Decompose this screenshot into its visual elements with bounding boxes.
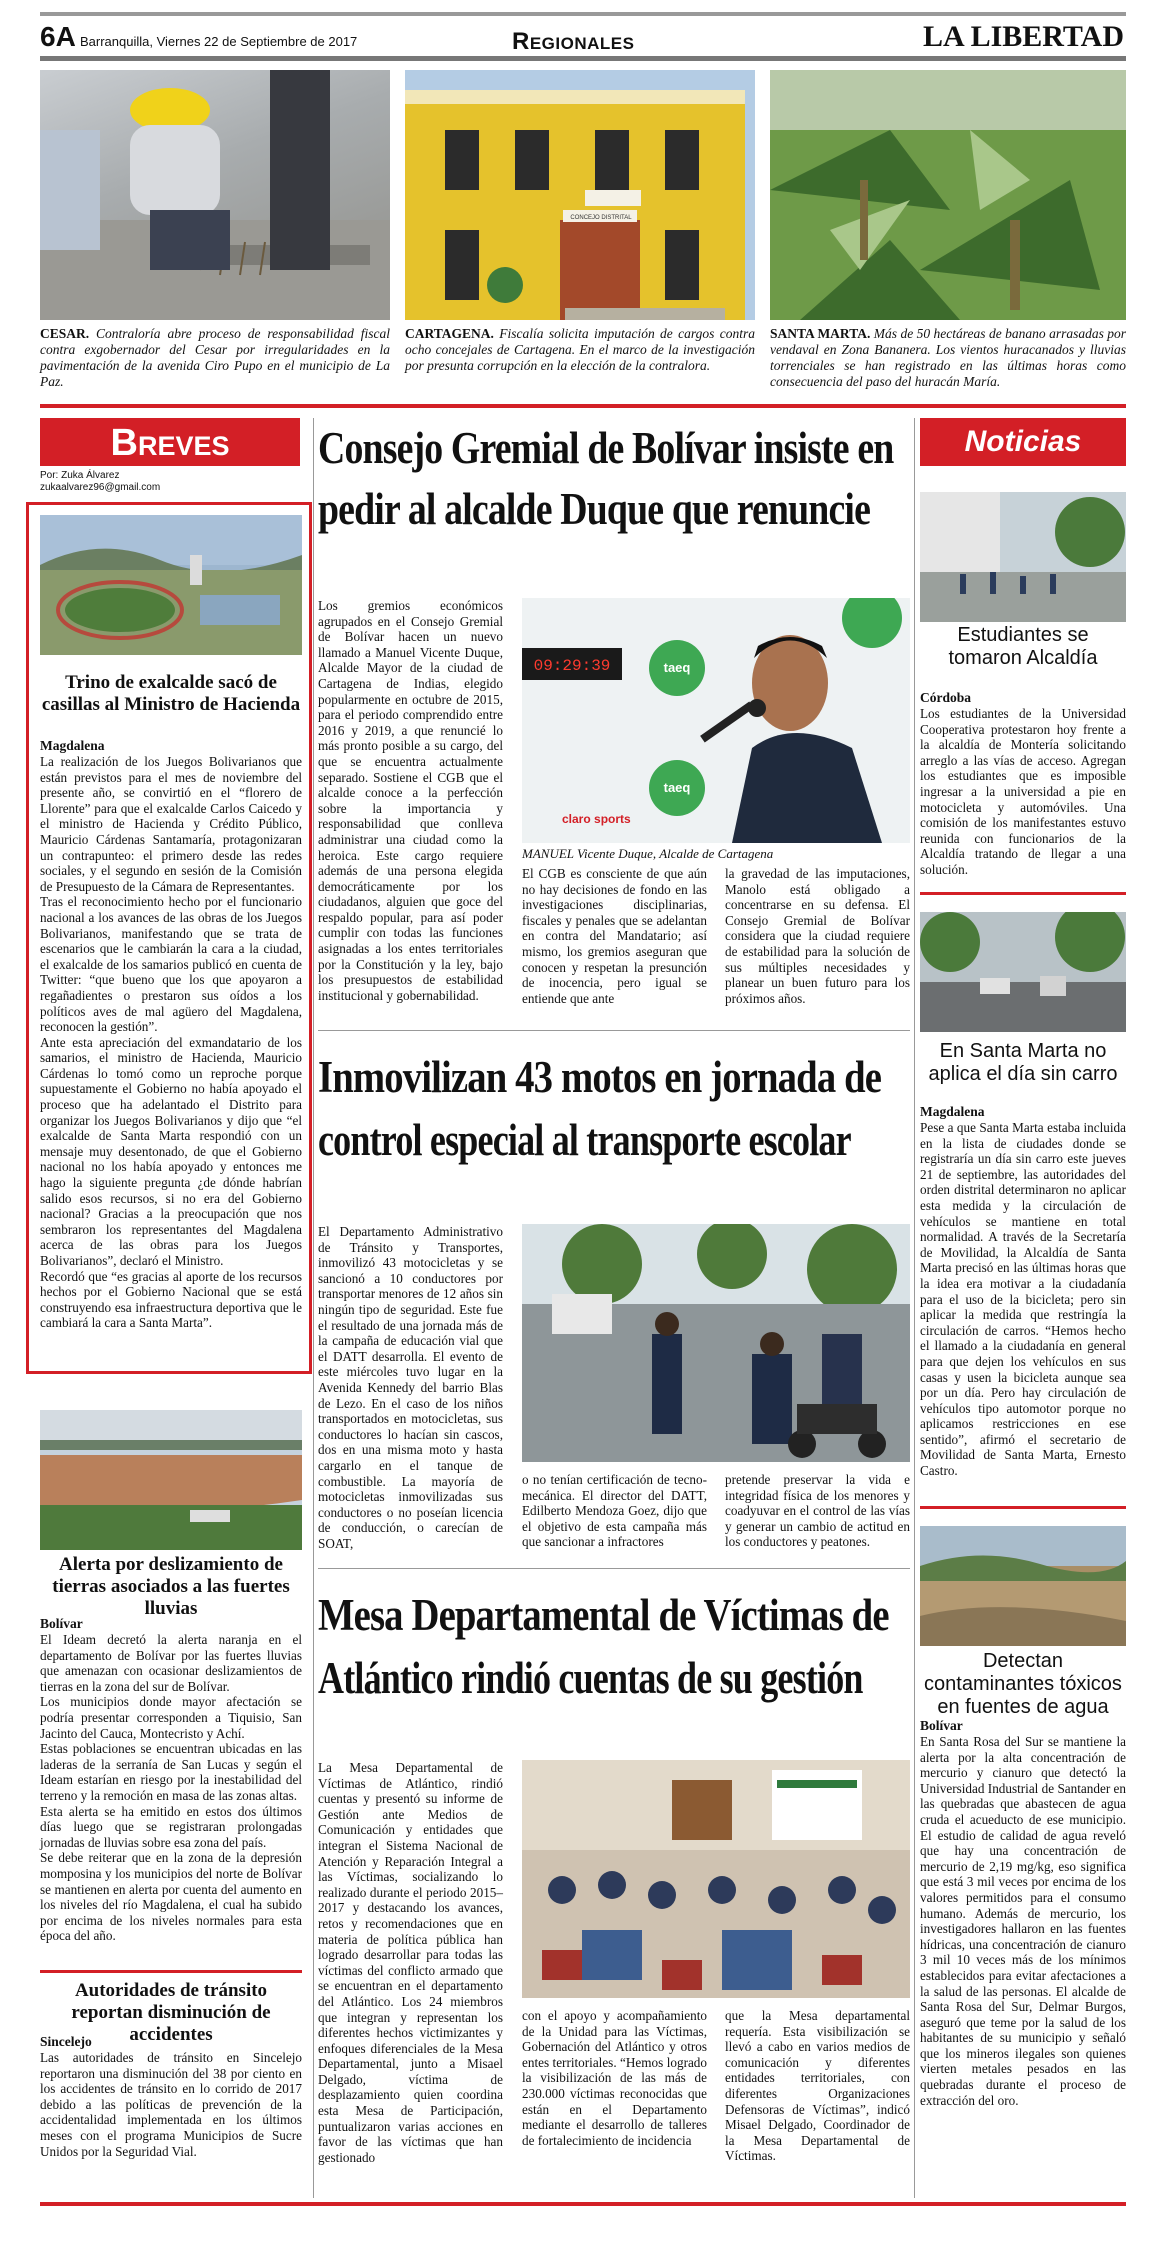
brief-text-2: El Ideam decretó la alerta naranja en el departamento de Bolívar por las fuertes lluvias que amenazan con ocasionar deslizamientos de tierras en la zona del sur de Bolívar. Los municipios donde mayor afectación se podría presentar corresponden a Tiquisio, San Jacinto del Cauca, Montecristo y Achí. Estas poblaciones se encuentran ubicadas en las laderas de la serranía de San Lucas y según el Ideam estarían en riesgo por la inestabilidad del terreno y la remoción en masa de las zonas altas. Esta alerta se ha emitido en estos dos últimos días luego que se registraran prolongadas jornadas de lluvias sobre esa zona del país. Se debe reiterar que en la zona de la depresión momposina y los municipios del norte de Bolívar se mantienen en alerta por cuenta del aumento en los niveles del río Magdalena, el cual ha subido por encima de los niveles normales para esta época del año. xyxy=(40,1632,302,1944)
breves-banner xyxy=(40,418,300,466)
photo-santa-marta xyxy=(770,70,1126,320)
caption-santa-marta: SANTA MARTA. Más de 50 hectáreas de banano arrasadas por vendaval en Zona Bananera. Los vientos huracanados y lluvias torrenciales se han registrado en las últimas horas como consecuencia del paso del huracán María. xyxy=(770,326,1127,389)
noticia-place-1: Córdoba xyxy=(920,690,972,705)
dateline: Barranquilla, Viernes 22 de Septiembre de 2017 xyxy=(80,34,358,49)
brief-title-3: Autoridades de tránsito reportan disminución de accidentes xyxy=(71,1980,271,2045)
story2-col2: o no tenían certificación de tecno-mecánica. El director del DATT, Edilberto Mendoza Goez, dijo que el objetivo de esta campaña más que sancionar a infractores xyxy=(522,1472,707,1550)
breves-label: Breves xyxy=(110,422,230,464)
photo-cesar xyxy=(40,70,390,320)
story3-col1: La Mesa Departamental de Víctimas de Atlántico, rindió cuentas y presentó su informe de Gestión ante Medios de Comunicación y entidades que integran el Sistema Nacional de Atención y Reparación Integral a las Víctimas, socializando lo realizado durante el periodo 2015–2017 y destacando los avances, retos y recomendaciones que en materia de política pública han logrado desarrollar para todas las víctimas del conflicto armado que se encuentran en el departamento del Atlántico. Los 24 miembros que integran y representan los diferentes hechos victimizantes y enfoques diferenciales de la Mesa Departamental, junto a Misael Delgado, víctima de desplazamiento quien coordina esta Mesa de Participación, puntualizaron varias acciones en favor de las víctimas que han gestionado xyxy=(318,1760,503,2165)
paper-name: LA LIBERTAD xyxy=(923,20,1124,53)
story1-photo-caption: MANUEL Vicente Duque, Alcalde de Cartagena xyxy=(522,846,774,861)
photo-stadium xyxy=(40,515,302,655)
story3-col2: con el apoyo y acompañamiento de la Unidad para las Víctimas, Gobernación del Atlántico y otros entes territoriales. “Hemos logrado la visibilización de las más de 230.000 víctimas reconocidas que están en el Departamento mediante el desarrollo de talleres de fortalecimiento de incidencia xyxy=(522,2008,707,2148)
photo-santa-marta-street xyxy=(920,912,1126,1032)
brief-title-1: Trino de exalcalde sacó de casillas al Ministro de Hacienda xyxy=(41,672,301,715)
sponsor-logo: taeq xyxy=(663,660,691,675)
story3-col3: que la Mesa departamental requería. Esta visibilización se llevó a cabo en varios medios de comunicación y diferentes entidades territoriales, con diferentes Organizaciones Defensoras de Víctimas”, indicó Misael Delgado, Coordinador de la Mesa Departamental de Víctimas. xyxy=(725,2008,910,2164)
noticia-title-2: En Santa Marta no aplica el día sin carro xyxy=(928,1040,1118,1085)
page-number: 6A xyxy=(40,21,76,52)
story1-col2: El CGB es consciente de que aún no hay decisiones de fondo en las investigaciones disciplinarias, fiscales y penales que se adelantan en contra del Mandatario; así mismo, los gremios aseguran que conocen y respetan la presunción de inocencia, pero igual se entiende que ante xyxy=(522,866,707,1006)
noticia-text-3: En Santa Rosa del Sur se mantiene la alerta por la alta concentración de mercurio y cianuro que detectó la Universidad Industrial de Santander en las quebradas que abastecen de agua cruda el acueducto de ese municipio. El estudio de calidad de agua reveló que hay una concentración de mercurio de 2,19 mg/kg, eso significa que está 3 mil veces por encima de los valores permitidos para el consumo humano. Además de mercurio, los investigadores hallaron en las fuentes hídricas, una concentración de cianuro 3 mil 10 veces más de los mínimos establecidos para evitar afectaciones a la salud de las personas. El alcalde de Santa Rosa del Sur, Delmar Burgos, aseguró que teme por la salud de los habitantes de su municipio y señaló que los mineros ilegales son quienes vierten metales pesados en las quebradas durante el proceso de extracción del oro. xyxy=(920,1734,1126,2108)
photo-duque xyxy=(522,598,910,843)
noticias-banner xyxy=(920,418,1126,466)
photo-flood xyxy=(40,1410,302,1550)
noticia-place-2: Magdalena xyxy=(920,1104,985,1119)
story2-col1: El Departamento Administrativo de Tránsito y Transportes, inmovilizó 43 motocicletas y se sancionó a 10 conductores por transportar menores de 12 años sin ningún tipo de seguridad. Este fue el resultado de una jornada más de la campaña de educación vial que el DATT desarrolla. El evento de este miércoles tuvo lugar en la Avenida Kennedy del barrio Blas de Lezo. En el caso de los niños transportados en motocicletas, sus conductores lo hacían sin cascos, dos en una misma moto y hasta cargarlo en el tanque de combustible. La mayoría de motocicletas inmovilizadas sus conductores o no poseían licencia de conducción, o carecían de SOAT, xyxy=(318,1224,503,1551)
story1-col1: Los gremios económicos agrupados en el Consejo Gremial de Bolívar hacen un nuevo llamado a Manuel Vicente Duque, Alcalde Mayor de la ciudad de Cartagena de Indias, elegido popularmente en octubre de 2015, para el periodo comprendido entre 2016 y 2019, a que renuncié lo más pronto posible a su cargo, del que se encuentra actualmente separado. Sostiene el CGB que el alcalde conoce a la perfección sobre la importancia y responsabilidad que conlleva administrar una ciudad como la heroica. Este cargo requiere además de una persona elegida democráticamente por los ciudadanos, alguien que goce del respaldo popular, para así poder cumplir con todas las funciones asignadas a los entes territoriales por la Constitución y la ley, bajo los presupuestos de estabilidad institucional y gobernabilidad. xyxy=(318,598,503,1003)
svg-text:taeq: taeq xyxy=(663,780,691,795)
brief-place-3: Sincelejo xyxy=(40,2034,92,2049)
caption-cartagena: CARTAGENA. Fiscalía solicita imputación de cargos contra ocho concejales de Cartagena. En el marco de la investigación por presunta corrupción en la elección de la contralora. xyxy=(405,326,755,373)
clock-display: 09:29:39 xyxy=(533,657,611,675)
noticia-text-1: Los estudiantes de la Universidad Cooperativa protestaron hoy frente a la alcaldía de Montería solicitando arreglo a las vías de acceso. Agregan los estudiantes que es imposible ingresar a la universidad a pie en motocicleta y automóviles. Una comisión de los manifestantes estuvo reunida con funcionarios de la Alcaldía tratando de llegar a una solución. xyxy=(920,706,1126,877)
noticia-place-3: Bolívar xyxy=(920,1718,963,1733)
story1-headline: Consejo Gremial de Bolívar insiste en pedir al alcalde Duque que renuncie xyxy=(318,423,894,534)
photo-water-source xyxy=(920,1526,1126,1646)
brief-place-2: Bolívar xyxy=(40,1616,83,1631)
photo-estudiantes xyxy=(920,492,1126,622)
photo-cartagena xyxy=(405,70,755,320)
breves-email: zukaalvarez96@gmail.com xyxy=(40,482,161,493)
building-sign: CONCEJO DISTRITAL xyxy=(570,215,632,221)
story1-col3: la gravedad de las imputaciones, Manolo está obligado a concentrarse en su defensa. El Consejo Gremial de Bolívar considera que la ciudad requiere de estabilidad para la solución de sus múltiples necesidades y planear un buen futuro para los próximos años. xyxy=(725,866,910,1006)
brief-place-1: Magdalena xyxy=(40,738,105,753)
noticia-text-2: Pese a que Santa Marta estaba incluida en la lista de ciudades donde se registraría un día sin carro este jueves 21 de septiembre, las autoridades del orden distrital determinaron no aplicar esta medida y la circulación de vehículos se mantiene en total normalidad. A través de la Secretaría de Movilidad, la Alcaldía de Santa Marta precisó en las últimas horas que la idea era motivar a la ciudadanía para el uso de la bicicleta; pero sin aplicar la medida que restringía la circulación de carros. “Hemos hecho el llamado a la ciudadanía en general para que dejen los vehículos en sus casas y usen la bicicleta aunque sea por un día. Pero hay circulación de vehículos tipo automotor porque no aplicamos restricciones en ese sentido”, afirmó el secretario de Movilidad de Santa Marta, Ernesto Castro. xyxy=(920,1120,1126,1479)
noticia-title-1: Estudiantes se tomaron Alcaldía xyxy=(948,624,1098,669)
brief-title-2: Alerta por deslizamiento de tierras asociados a las fuertes lluvias xyxy=(52,1554,290,1619)
story2-col3: pretende preservar la vida e integridad física de los menores y coadyuvar en el control de las vías y generar un cambio de actitud en los conductores y peatones. xyxy=(725,1472,910,1550)
section-name: Regionales xyxy=(512,28,635,55)
caption-cesar: CESAR. Contraloría abre proceso de responsabilidad fiscal contra exgobernador del Cesar por irregularidades en la pavimentación de la avenida Ciro Pupo en el municipio de La Paz. xyxy=(40,326,391,389)
brief-text-1: La realización de los Juegos Bolivarianos que están previstos para el mes de noviembre del presente año, se convirtió en el “florero de Llorente” para que el exalcalde Carlos Caicedo y el ministro de Hacienda y Crédito Público, Mauricio Cárdenas Santamaría, protagonizaran un contrapunteo: el primero desde las redes sociales, y el segundo en sesión de la Comisión de Presupuesto de la Cámara de Representantes. Tras el reconocimiento hecho por el funcionario nacional a los avances de las obras de los Juegos Bolivarianos, manifestando que se trata de escenarios que le cambiarán la cara a la ciudad, el exalcalde de los samarios publicó en cuenta de Twitter: “que bueno que los que apoyaron a regañadientes o prestaron sus oídos a los políticos aves de mal agüero del Magdalena, reconocen la gestión”. Ante esta apreciación del exmandatario de los samarios, el ministro de Hacienda, Mauricio Cárdenas lo tomó como un reproche porque supuestamente el Gobierno no había apoyado el proceso que ha adelantado el Distrito para organizar los Juegos Bolivarianos y dijo que “el exalcalde de Santa Marta respondió con un mensaje muy desentonado, de que el Gobierno nacional no los había apoyado y entonces me hago la siguiente pregunta ¿de dónde habrían salido esos recursos, si no era del Gobierno nacional? Gracias a la preocupación que nos sembraron los representantes del Magdalena acerca de las obras para los Juegos Bolivarianos”, declaró el Ministro. Recordó que “es gracias al aporte de los recursos hechos por el Gobierno Nacional que se está construyendo esa infraestructura deportiva que le cambiará la cara a Santa Marta”. xyxy=(40,754,302,1331)
caption-place: CARTAGENA. xyxy=(405,326,494,341)
sponsor-brand: claro sports xyxy=(562,812,631,826)
breves-byline: Por: Zuka Álvarez xyxy=(40,470,120,481)
brief-text-3: Las autoridades de tránsito en Sincelejo reportaron una disminución del 38 por ciento en los accidentes de tránsito en lo corrido de 2017 debido a las políticas de prevención de la accidentalidad implementada en los últimos meses con el programa Municipios de Sucre Unidos por la Seguridad Vial. xyxy=(40,2050,302,2159)
caption-place: SANTA MARTA. xyxy=(770,326,871,341)
caption-place: CESAR. xyxy=(40,326,90,341)
photo-motos xyxy=(522,1224,910,1462)
story3-headline: Mesa Departamental de Víctimas de Atlántico rindió cuentas de su gestión xyxy=(318,1590,889,1703)
photo-victimas xyxy=(522,1760,910,1998)
noticia-title-3: Detectan contaminantes tóxicos en fuentes de agua xyxy=(924,1650,1122,1718)
noticias-label: Noticias xyxy=(964,425,1082,458)
story2-headline: Inmovilizan 43 motos en jornada de control especial al transporte escolar xyxy=(318,1052,882,1165)
